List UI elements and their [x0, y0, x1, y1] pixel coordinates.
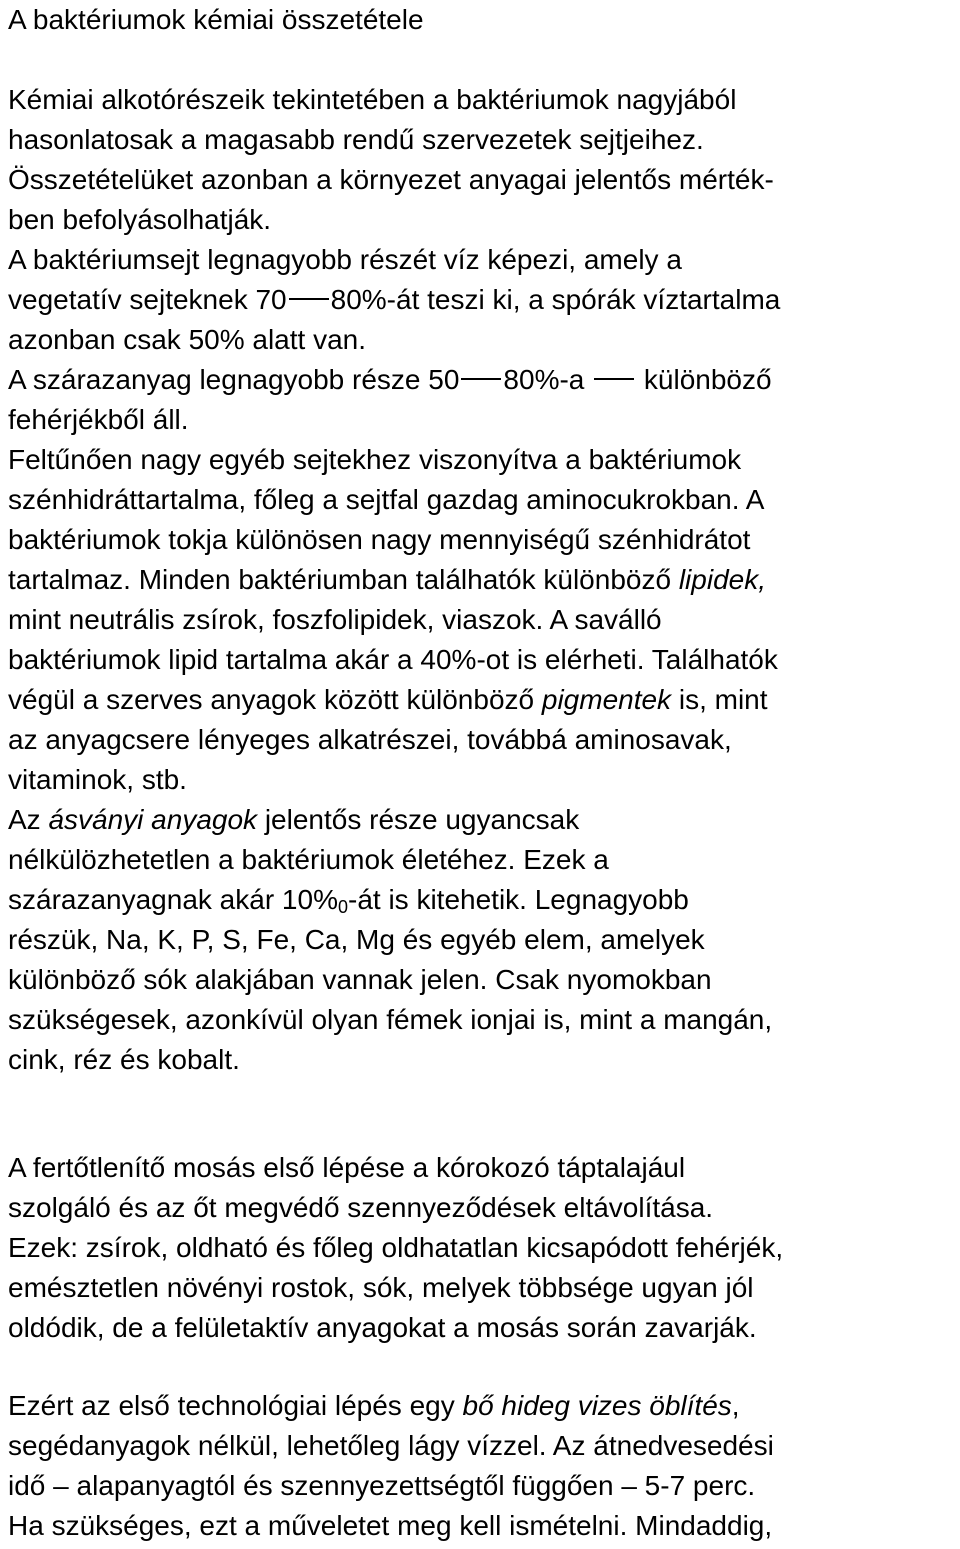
text-line: az anyagcsere lényeges alkatrészei, továbbá aminosavak, [8, 724, 732, 755]
text-fragment: szárazanyagnak akár 10% [8, 884, 338, 915]
text-fragment: Az [8, 804, 49, 835]
text-fragment: végül a szerves anyagok között különböző [8, 684, 542, 715]
text-line [8, 280, 958, 320]
paragraph-chemical-composition [8, 80, 958, 1080]
text-line: fehérjékből áll. [8, 404, 189, 435]
text-fragment: -át is kitehetik. Legnagyobb [348, 884, 689, 915]
text-line: ben befolyásolhatják. [8, 204, 272, 235]
italic-term: pigmentek [541, 684, 672, 715]
text-line: segédanyagok nélkül, lehetőleg lágy vízzel. Az átnedvesedési [8, 1430, 774, 1461]
italic-term: bő hideg vizes öblítés [462, 1390, 732, 1421]
text-fragment: tartalmaz. Minden baktériumban találhatók különböző [8, 564, 679, 595]
text-fragment: A szárazanyag legnagyobb része 50 [8, 364, 460, 395]
text-line: idő – alapanyagtól és szennyezettségtől függően – 5-7 perc. [8, 1470, 756, 1501]
text-fragment: 80%-a [503, 364, 585, 395]
text-line: vitaminok, stb. [8, 764, 187, 795]
paragraph-cold-rinse [8, 1386, 958, 1546]
text-line: cink, réz és kobalt. [8, 1044, 240, 1075]
text-line [8, 560, 958, 600]
em-dash [594, 378, 634, 380]
italic-term: lipidek, [678, 564, 766, 595]
text-fragment: is, mint [671, 684, 768, 715]
text-line: szénhidráttartalma, főleg a sejtfal gazdag aminocukrokban. A [8, 484, 765, 515]
em-dash [461, 378, 501, 380]
text-line: különböző sók alakjában vannak jelen. Csak nyomokban [8, 964, 712, 995]
text-line: Kémiai alkotórészeik tekintetében a baktériumok nagyjából [8, 84, 737, 115]
text-line: szolgáló és az őt megvédő szennyeződések eltávolítása. [8, 1192, 714, 1223]
text-fragment: , [731, 1390, 740, 1421]
text-line: hasonlatosak a magasabb rendű szervezetek sejtjeihez. [8, 124, 704, 155]
text-line [8, 880, 958, 920]
text-line: A baktériumsejt legnagyobb részét víz képezi, amely a [8, 244, 682, 275]
text-fragment: Ezért az első technológiai lépés egy [8, 1390, 463, 1421]
text-line: Ezek: zsírok, oldható és főleg oldhatatlan kicsapódott fehérjék, [8, 1232, 784, 1263]
text-line: részük, Na, K, P, S, Fe, Ca, Mg és egyéb elem, amelyek [8, 924, 705, 955]
italic-term: ásványi anyagok [48, 804, 258, 835]
text-fragment: jelentős része ugyancsak [257, 804, 580, 835]
text-fragment: vegetatív sejteknek 70 [8, 284, 287, 315]
text-line: szükségesek, azonkívül olyan fémek ionjai is, mint a mangán, [8, 1004, 773, 1035]
em-dash [289, 298, 329, 300]
text-line [8, 360, 958, 400]
text-line: Összetételüket azonban a környezet anyagai jelentős mérték- [8, 164, 774, 195]
text-fragment: 80%-át teszi ki, a spórák víztartalma [330, 284, 781, 315]
paragraph-disinfecting-wash [8, 1148, 958, 1348]
text-line [8, 1386, 958, 1426]
text-line [8, 800, 958, 840]
document-title: A baktériumok kémiai összetétele [8, 4, 424, 35]
text-line: Feltűnően nagy egyéb sejtekhez viszonyítva a baktériumok [8, 444, 742, 475]
text-line: nélkülözhetetlen a baktériumok életéhez. Ezek a [8, 844, 609, 875]
text-fragment: különböző [643, 364, 772, 395]
text-line: A fertőtlenítő mosás első lépése a kórokozó táptalajául [8, 1152, 686, 1183]
text-line: baktériumok lipid tartalma akár a 40%-ot is elérheti. Találhatók [8, 644, 778, 675]
subscript: 0 [337, 897, 348, 917]
text-line: oldódik, de a felületaktív anyagokat a mosás során zavarják. [8, 1312, 757, 1343]
text-line: emésztetlen növényi rostok, sók, melyek többsége ugyan jól [8, 1272, 754, 1303]
text-line: mint neutrális zsírok, foszfolipidek, viaszok. A saválló [8, 604, 662, 635]
text-line: azonban csak 50% alatt van. [8, 324, 367, 355]
text-line [8, 680, 958, 720]
text-line: baktériumok tokja különösen nagy mennyiségű szénhidrátot [8, 524, 751, 555]
text-line: Ha szükséges, ezt a műveletet meg kell ismételni. Mindaddig, [8, 1510, 773, 1541]
